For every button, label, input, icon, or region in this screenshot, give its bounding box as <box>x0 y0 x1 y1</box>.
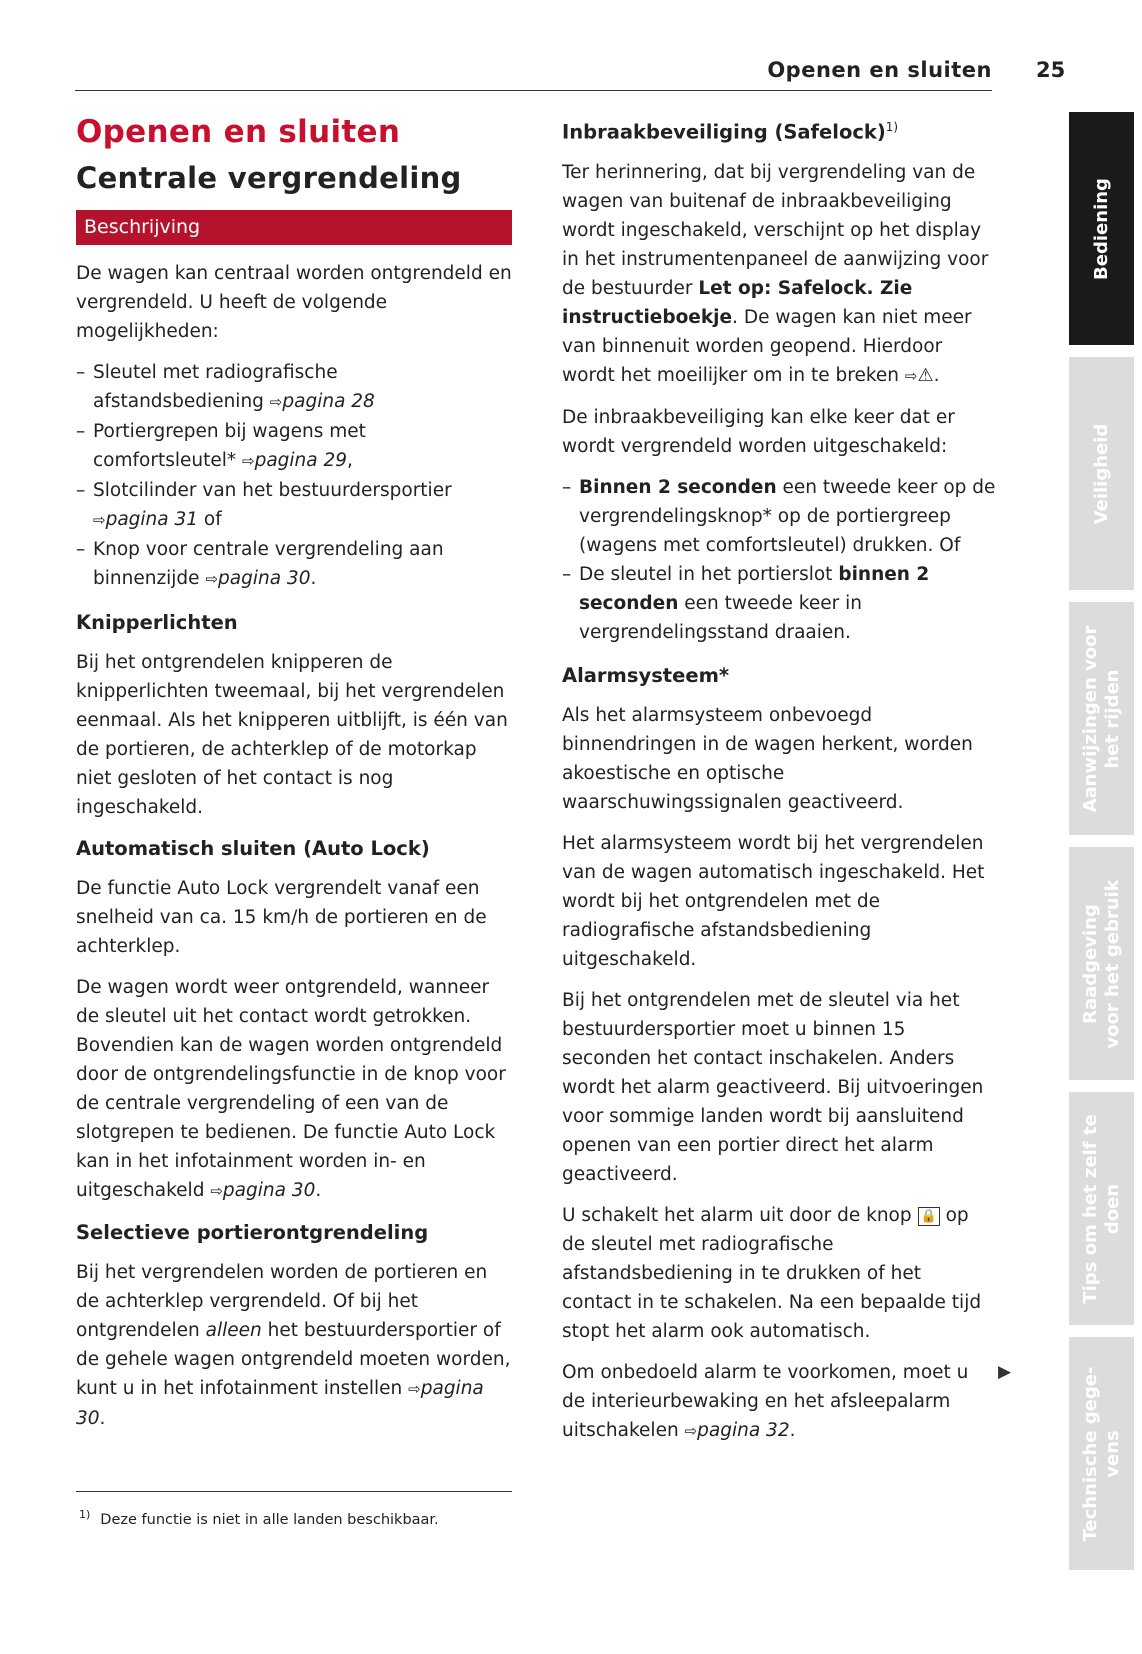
intro-paragraph: De wagen kan centraal worden ontgrendeld en vergrendeld. U heeft de volgende mogelijkheden: <box>76 263 512 342</box>
paragraph-alarm-3: Bij het ontgrendelen met de sleutel via het bestuurdersportier moet u binnen 15 seconden het contact inschakelen. Anders wordt het alarm geactiveerd. Bij uitvoeringen voor sommige landen wordt bij aansluitend openen van een portier direct het alarm geactiveerd. <box>562 989 984 1185</box>
paragraph-safelock: Ter herinnering, dat bij vergrendeling van de wagen van buitenaf de inbraakbeveiliging wordt ingeschakeld, verschijnt op het display in het instrumentenpaneel de aanwijzing voor de bestuurder Let op: Safelock. Zie instructieboekje. De wagen kan niet meer van binnenuit worden geopend. Hierdoor wordt het moeilijker om in te breken ⇨⚠. <box>562 161 989 386</box>
ref-arrow-icon: ⇨ <box>210 1182 223 1200</box>
footnote-divider <box>76 1491 512 1492</box>
tab-label: Technische gege- vens <box>1079 1366 1123 1541</box>
tab-aanwijzingen[interactable] <box>1069 602 1134 835</box>
tab-label: Raadgeving voor het gebruik <box>1079 878 1123 1049</box>
paragraph-auto-lock-1: De functie Auto Lock vergrendelt vanaf een snelheid van ca. 15 km/h de portieren en de achterklep. <box>76 878 487 957</box>
tab-tips[interactable] <box>1069 1092 1134 1325</box>
ref-arrow-icon: ⇨ <box>408 1380 421 1398</box>
unlock-methods-list <box>76 358 512 594</box>
ref-arrow-icon: ⇨ <box>205 570 219 588</box>
right-column <box>562 112 996 1458</box>
continue-arrow-icon: ▶ <box>998 1362 1012 1382</box>
list-item: – Knop voor centrale vergrendeling aan binnenzijde ⇨pagina 30. <box>76 535 512 594</box>
list-item: – Slotcilinder van het bestuurdersportier ⇨pagina 31 of <box>76 476 512 535</box>
tab-label: Veiligheid <box>1090 423 1112 524</box>
footnote <box>79 1508 439 1528</box>
page-reference-link[interactable]: pagina 30 <box>76 1378 484 1429</box>
description-banner: Beschrijving <box>76 210 512 245</box>
ref-arrow-icon: ⇨ <box>269 393 283 411</box>
list-item: – Sleutel met radiografische afstandsbediening ⇨pagina 28 <box>76 358 512 417</box>
paragraph-alarm-1: Als het alarmsysteem onbevoegd binnendringen in de wagen herkent, worden akoestische en optische waarschuwingssignalen geactiveerd. <box>562 704 973 813</box>
warning-icon[interactable]: ⚠ <box>917 364 934 386</box>
key-button-icon: 🔒 <box>918 1207 940 1226</box>
paragraph-selectief: Bij het vergrendelen worden de portieren en de achterklep vergrendeld. Of bij het ontgrendelen alleen het bestuurdersportier of de gehele wagen ontgrendeld moeten worden, kunt u in het infotainment instellen ⇨pagina 30. <box>76 1262 511 1429</box>
running-header <box>75 58 992 91</box>
footnote-marker: 1) <box>79 1508 91 1521</box>
heading-alarmsysteem: Alarmsysteem* <box>562 663 730 687</box>
heading-selectief: Selectieve portierontgrendeling <box>76 1221 429 1244</box>
tab-label: Aanwijzingen voor het rijden <box>1079 625 1123 812</box>
page-reference-link[interactable]: pagina 30 <box>222 1180 316 1201</box>
list-item: – De sleutel in het portierslot binnen 2 seconden een tweede keer in vergrendelingsstand draaien. <box>562 560 996 647</box>
ref-arrow-icon: ⇨ <box>904 366 918 385</box>
tab-bediening[interactable] <box>1069 112 1134 345</box>
paragraph-knipperlichten: Bij het ontgrendelen knipperen de knipperlichten tweemaal, bij het vergrendelen eenmaal. Als het knipperen uitblijft, is één van de portieren, de achterklep of de motorkap niet gesloten of het contact is nog ingeschakeld. <box>76 652 508 818</box>
page-reference-link[interactable]: pagina 29 <box>254 450 348 471</box>
paragraph-alarm-5: Om onbedoeld alarm te voorkomen, moet u de interieurbewaking en het afsleepalarm uitschakelen ⇨pagina 32. <box>562 1361 969 1441</box>
footnote-marker: 1) <box>885 120 899 134</box>
header-title: Openen en sluiten <box>767 58 992 82</box>
tab-label: Tips om het zelf te doen <box>1079 1113 1123 1304</box>
page-reference-link[interactable]: pagina 28 <box>282 391 375 412</box>
footnote-text: Deze functie is niet in alle landen beschikbaar. <box>100 1511 439 1528</box>
section-title: Centrale vergrendeling <box>76 161 462 195</box>
heading-safelock: Inbraakbeveiliging (Safelock)$^{1)}$ <box>562 120 899 144</box>
paragraph-alarm-4: U schakelt het alarm uit door de knop 🔒 op de sleutel met radiografische afstandsbediening in te drukken of het contact in te schakelen. Na een bepaalde tijd stopt het alarm ook automatisch. <box>562 1204 982 1342</box>
page-reference-link[interactable]: pagina 32 <box>697 1419 790 1441</box>
chapter-title: Openen en sluiten <box>76 114 401 150</box>
paragraph-auto-lock-2: De wagen wordt weer ontgrendeld, wanneer de sleutel uit het contact wordt getrokken. Bovendien kan de wagen worden ontgrendeld door de ontgrendelingsfunctie in de knop voor de centrale vergrendeling of een van de slotgrepen te bedienen. De functie Auto Lock kan in het infotainment worden in- en uitgeschakeld ⇨pagina 30. <box>76 977 506 1201</box>
heading-auto-lock: Automatisch sluiten (Auto Lock) <box>76 837 430 860</box>
list-item: – Binnen 2 seconden een tweede keer op de vergrendelingsknop* op de portiergreep (wagens met comfortsleutel) drukken. Of <box>562 473 996 560</box>
paragraph-safelock-disable: De inbraakbeveiliging kan elke keer dat er wordt vergrendeld worden uitgeschakeld: <box>562 406 955 457</box>
page-number: 25 <box>1036 58 1066 82</box>
tab-raadgeving[interactable] <box>1069 847 1134 1080</box>
ref-arrow-icon: ⇨ <box>242 452 255 470</box>
heading-knipperlichten: Knipperlichten <box>76 611 238 634</box>
page-reference-link[interactable]: pagina 30 <box>218 568 311 589</box>
tab-technische-gegevens[interactable] <box>1069 1337 1134 1570</box>
tab-veiligheid[interactable] <box>1069 357 1134 590</box>
ref-arrow-icon: ⇨ <box>684 1421 698 1440</box>
page-reference-link[interactable]: pagina 31 <box>105 509 199 530</box>
ref-arrow-icon: ⇨ <box>93 511 106 529</box>
tab-label: Bediening <box>1090 177 1112 280</box>
safelock-disable-list <box>562 473 996 647</box>
left-column <box>76 112 512 1445</box>
list-item: – Portiergrepen bij wagens met comfortsleutel* ⇨pagina 29, <box>76 417 512 476</box>
paragraph-alarm-2: Het alarmsysteem wordt bij het vergrendelen van de wagen automatisch ingeschakeld. Het wordt bij het ontgrendelen met de radiografische afstandsbediening uitgeschakeld. <box>562 832 985 970</box>
